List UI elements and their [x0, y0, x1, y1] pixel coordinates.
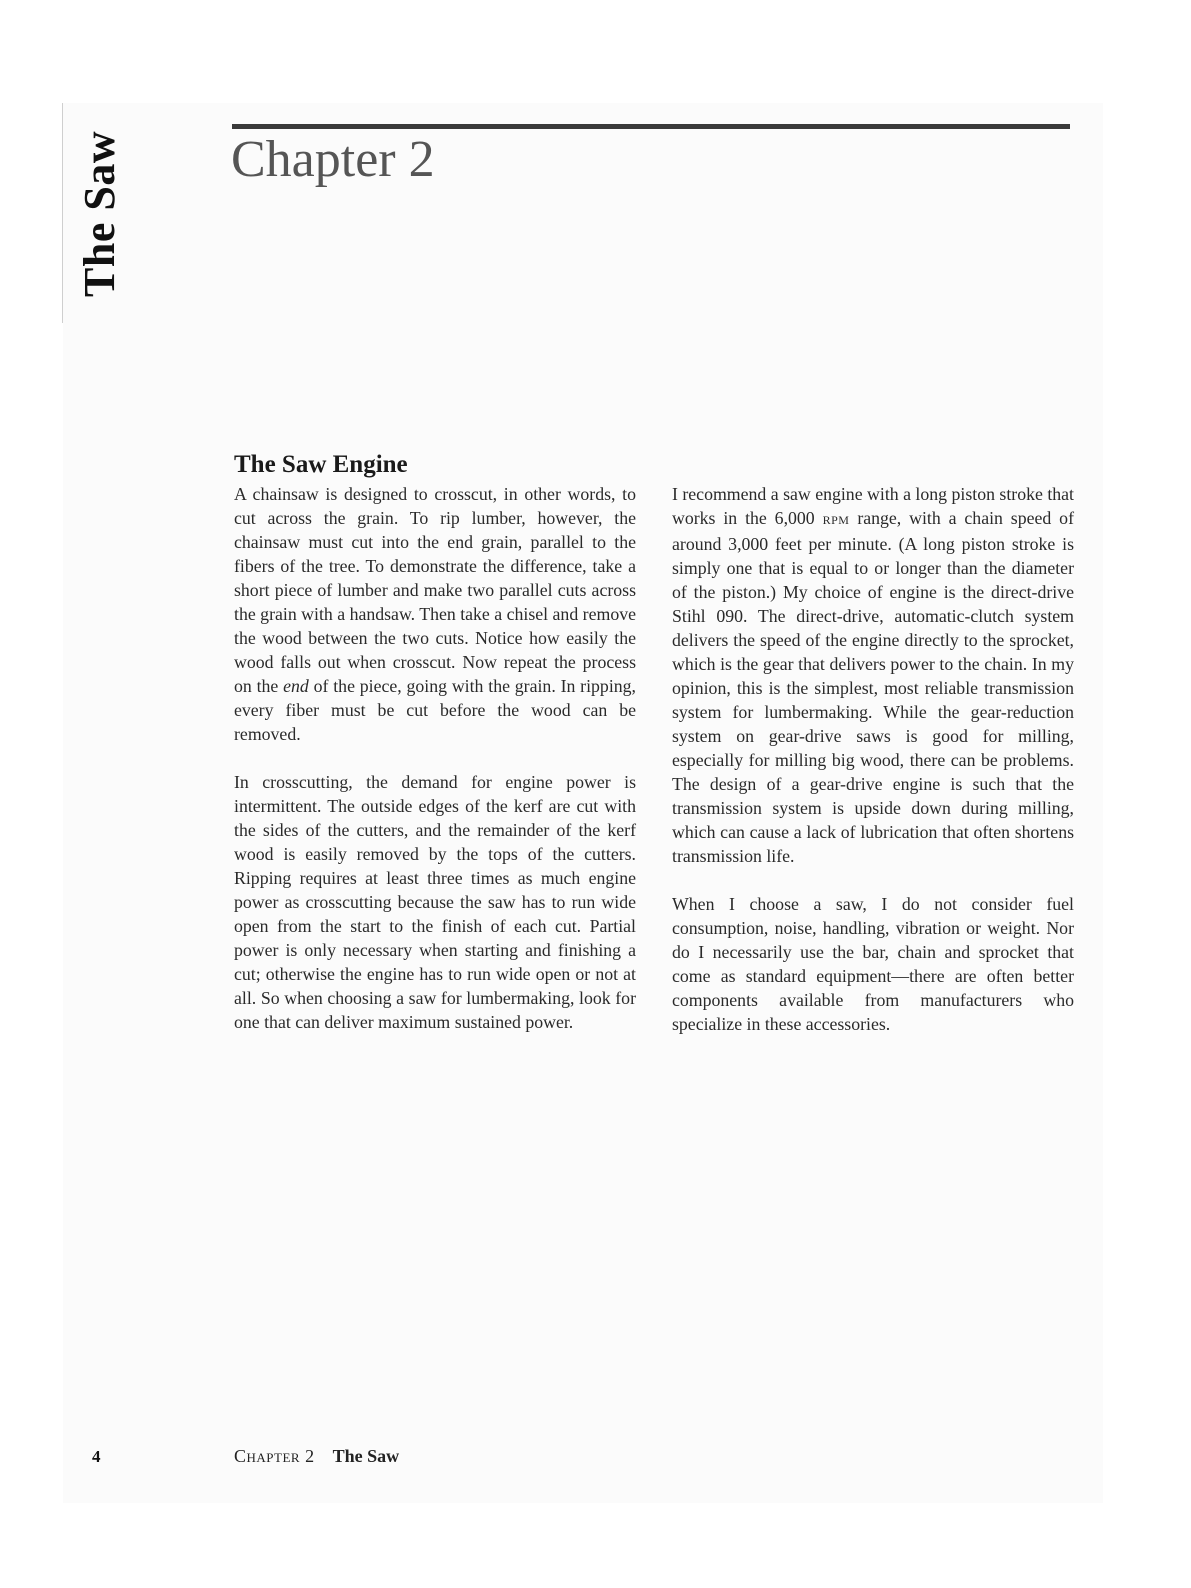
chapter-title: Chapter 2 — [231, 131, 435, 188]
right-paragraph-2: When I choose a saw, I do not consider fuel consumption, noise, handling, vibration or weight. Nor do I necessarily use the bar, chain and sprocket that come as standard equipment—there are often better components available from manufacturers who specialize in these accessories. — [672, 894, 1074, 1034]
running-footer — [234, 1446, 399, 1467]
left-column — [234, 482, 636, 1034]
footer-book-title: The Saw — [332, 1446, 400, 1466]
page-number: 4 — [92, 1447, 101, 1466]
left-paragraph-2: In crosscutting, the demand for engine power is intermittent. The outside edges of the kerf are cut with the sides of the cutters, and the remainder of the kerf wood is easily removed by the tops of the cutters. Ripping requires at least three times as much engine power as crosscutting because the saw has to run wide open from the start to the finish of each cut. Partial power is only necessary when starting and finishing a cut; otherwise the engine has to run wide open or not at all. So when choosing a saw for lumbermaking, look for one that can deliver maximum sustained power. — [234, 772, 636, 1032]
right-paragraph-1: I recommend a saw engine with a long piston stroke that works in the 6,000 RPM range, with a chain speed of around 3,000 feet per minute. (A long piston stroke is simply one that is equal to or longer than the diameter of the piston.) My choice of engine is the direct-drive Stihl 090. The direct-drive, automatic-clutch system delivers the speed of the engine directly to the sprocket, which is the gear that delivers power to the chain. In my opinion, this is the simplest, most reliable transmission system for lumbermaking. While the gear-reduction system on gear-drive saws is good for milling, especially for milling big wood, there can be problems. The design of a gear-drive engine is such that the transmission system is upside down during milling, which can cause a lack of lubrication that often shortens transmission life. — [672, 484, 1074, 866]
rpm-unit: RPM — [822, 513, 850, 527]
section-heading: The Saw Engine — [234, 451, 408, 478]
side-tab-label: The Saw — [75, 130, 124, 297]
right-column — [672, 482, 1074, 1036]
footer-chapter-label: Chapter 2 — [234, 1446, 315, 1466]
emphasis-end: end — [283, 676, 309, 696]
left-paragraph-1: A chainsaw is designed to crosscut, in other words, to cut across the grain. To rip lumber, however, the chainsaw must cut into the end grain, parallel to the fibers of the tree. To demonstrate the difference, take a short piece of lumber and make two parallel cuts across the grain with a handsaw. Then take a chisel and remove the wood between the two cuts. Notice how easily the wood falls out when crosscut. Now repeat the process on the end of the piece, going with the grain. In ripping, every fiber must be cut before the wood can be removed. — [234, 484, 636, 744]
chapter-rule — [232, 124, 1070, 129]
